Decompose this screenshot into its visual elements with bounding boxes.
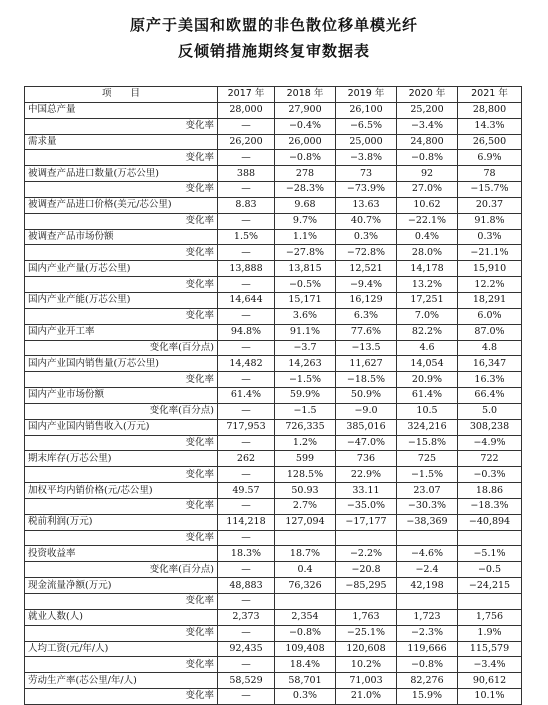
value-cell: 71,003	[336, 673, 397, 689]
value-cell	[275, 594, 336, 610]
value-cell: —	[218, 403, 275, 419]
value-cell: 14,482	[218, 356, 275, 372]
row-label: 税前利润(万元)	[25, 514, 218, 530]
value-cell: 91.1%	[275, 324, 336, 340]
value-cell: 13.2%	[397, 277, 458, 293]
value-cell: 26,500	[458, 134, 522, 150]
table-row	[25, 657, 522, 673]
row-label: 期末库存(万芯公里)	[25, 451, 218, 467]
value-cell: 278	[275, 166, 336, 182]
row-sub-label: 变化率	[25, 277, 218, 293]
value-cell: −35.0%	[336, 498, 397, 514]
value-cell: 82,276	[397, 673, 458, 689]
row-label: 现金流量净额(万元)	[25, 578, 218, 594]
value-cell: —	[218, 625, 275, 641]
value-cell: 10.5	[397, 403, 458, 419]
value-cell: 73	[336, 166, 397, 182]
value-cell: —	[218, 182, 275, 198]
table-row	[25, 308, 522, 324]
value-cell: −0.5%	[275, 277, 336, 293]
row-sub-label: 变化率	[25, 435, 218, 451]
value-cell: −28.3%	[275, 182, 336, 198]
value-cell: −15.8%	[397, 435, 458, 451]
row-sub-label: 变化率	[25, 372, 218, 388]
value-cell: −24,215	[458, 578, 522, 594]
table-row	[25, 562, 522, 578]
value-cell: —	[218, 435, 275, 451]
value-cell: 90,612	[458, 673, 522, 689]
table-row	[25, 261, 522, 277]
value-cell: 76,326	[275, 578, 336, 594]
value-cell: 114,218	[218, 514, 275, 530]
value-cell: 33.11	[336, 483, 397, 499]
value-cell: 4.8	[458, 340, 522, 356]
value-cell: 25,000	[336, 134, 397, 150]
table-row	[25, 419, 522, 435]
row-sub-label: 变化率	[25, 498, 218, 514]
value-cell: −18.3%	[458, 498, 522, 514]
row-label: 被调查产品市场份额	[25, 229, 218, 245]
value-cell: 78	[458, 166, 522, 182]
value-cell: 18.4%	[275, 657, 336, 673]
value-cell: 13,888	[218, 261, 275, 277]
row-sub-label: 变化率	[25, 118, 218, 134]
row-sub-label: 变化率(百分点)	[25, 562, 218, 578]
row-sub-label: 变化率	[25, 467, 218, 483]
value-cell: −2.2%	[336, 546, 397, 562]
value-cell: 58,529	[218, 673, 275, 689]
value-cell: —	[218, 594, 275, 610]
value-cell: −0.5	[458, 562, 522, 578]
value-cell: −17,177	[336, 514, 397, 530]
value-cell: —	[218, 245, 275, 261]
row-sub-label: 变化率	[25, 150, 218, 166]
value-cell: −21.1%	[458, 245, 522, 261]
table-row	[25, 498, 522, 514]
value-cell: 115,579	[458, 641, 522, 657]
value-cell: 10.62	[397, 197, 458, 213]
value-cell: —	[218, 372, 275, 388]
value-cell: 13,815	[275, 261, 336, 277]
value-cell: 9.7%	[275, 213, 336, 229]
row-sub-label: 变化率	[25, 625, 218, 641]
value-cell	[336, 530, 397, 546]
value-cell: 14.3%	[458, 118, 522, 134]
table-header-row	[25, 87, 522, 103]
title-line-1: 原产于美国和欧盟的非色散位移单模光纤	[129, 16, 418, 34]
value-cell: 12,521	[336, 261, 397, 277]
value-cell: −73.9%	[336, 182, 397, 198]
row-sub-label: 变化率	[25, 689, 218, 705]
value-cell: −72.8%	[336, 245, 397, 261]
value-cell: −15.7%	[458, 182, 522, 198]
value-cell: 308,238	[458, 419, 522, 435]
row-sub-label: 变化率	[25, 594, 218, 610]
value-cell	[458, 594, 522, 610]
value-cell: −0.3%	[458, 467, 522, 483]
value-cell: −1.5	[275, 403, 336, 419]
value-cell	[336, 594, 397, 610]
value-cell: −47.0%	[336, 435, 397, 451]
row-sub-label: 变化率	[25, 245, 218, 261]
table-row	[25, 118, 522, 134]
table-row	[25, 197, 522, 213]
value-cell: 10.2%	[336, 657, 397, 673]
value-cell: 16.3%	[458, 372, 522, 388]
value-cell: −3.7	[275, 340, 336, 356]
value-cell: 14,644	[218, 292, 275, 308]
value-cell: 717,953	[218, 419, 275, 435]
table-row	[25, 292, 522, 308]
table-row	[25, 166, 522, 182]
header-2019: 2019 年	[336, 87, 397, 103]
row-label: 国内产业开工率	[25, 324, 218, 340]
value-cell	[275, 530, 336, 546]
row-label: 国内产业国内销售收入(万元)	[25, 419, 218, 435]
value-cell: 87.0%	[458, 324, 522, 340]
value-cell: 18.7%	[275, 546, 336, 562]
table-row	[25, 578, 522, 594]
value-cell: 0.4%	[397, 229, 458, 245]
value-cell: −27.8%	[275, 245, 336, 261]
value-cell: 1.1%	[275, 229, 336, 245]
table-row	[25, 641, 522, 657]
data-table	[24, 86, 522, 705]
value-cell: 599	[275, 451, 336, 467]
value-cell: 27.0%	[397, 182, 458, 198]
value-cell: −3.4%	[397, 118, 458, 134]
table-row	[25, 514, 522, 530]
value-cell: −38,369	[397, 514, 458, 530]
row-label: 就业人数(人)	[25, 609, 218, 625]
row-label: 投资收益率	[25, 546, 218, 562]
value-cell: 0.4	[275, 562, 336, 578]
value-cell: 16,347	[458, 356, 522, 372]
value-cell: 5.0	[458, 403, 522, 419]
value-cell: −2.3%	[397, 625, 458, 641]
value-cell: 3.6%	[275, 308, 336, 324]
table-row	[25, 467, 522, 483]
value-cell	[458, 530, 522, 546]
value-cell: 18.3%	[218, 546, 275, 562]
value-cell: 11,627	[336, 356, 397, 372]
value-cell: −3.4%	[458, 657, 522, 673]
table-row	[25, 277, 522, 293]
value-cell: −5.1%	[458, 546, 522, 562]
value-cell: 109,408	[275, 641, 336, 657]
table-row	[25, 182, 522, 198]
value-cell: 24,800	[397, 134, 458, 150]
value-cell: 26,200	[218, 134, 275, 150]
row-sub-label: 变化率	[25, 213, 218, 229]
value-cell: 48,883	[218, 578, 275, 594]
value-cell: 18.86	[458, 483, 522, 499]
value-cell: 17,251	[397, 292, 458, 308]
value-cell: 28.0%	[397, 245, 458, 261]
value-cell: 9.68	[275, 197, 336, 213]
row-label: 人均工资(元/年/人)	[25, 641, 218, 657]
value-cell: 14,178	[397, 261, 458, 277]
value-cell: 42,198	[397, 578, 458, 594]
value-cell: 119,666	[397, 641, 458, 657]
value-cell: −0.8%	[397, 657, 458, 673]
header-2021: 2021 年	[458, 87, 522, 103]
value-cell	[397, 530, 458, 546]
value-cell: −30.3%	[397, 498, 458, 514]
value-cell: 8.83	[218, 197, 275, 213]
title-line-2: 反倾销措施期终复审数据表	[177, 42, 370, 60]
value-cell: 21.0%	[336, 689, 397, 705]
value-cell: 13.63	[336, 197, 397, 213]
value-cell: −6.5%	[336, 118, 397, 134]
value-cell: 388	[218, 166, 275, 182]
table-row	[25, 356, 522, 372]
value-cell: 18,291	[458, 292, 522, 308]
value-cell: 722	[458, 451, 522, 467]
header-2020: 2020 年	[397, 87, 458, 103]
value-cell: —	[218, 530, 275, 546]
header-2018: 2018 年	[275, 87, 336, 103]
value-cell: 27,900	[275, 102, 336, 118]
value-cell: 50.93	[275, 483, 336, 499]
table-row	[25, 451, 522, 467]
value-cell: 1.2%	[275, 435, 336, 451]
value-cell: 1,756	[458, 609, 522, 625]
value-cell: 2,354	[275, 609, 336, 625]
table-row	[25, 609, 522, 625]
row-label: 国内产业产能(万芯公里)	[25, 292, 218, 308]
table-body	[25, 102, 522, 704]
value-cell: −85,295	[336, 578, 397, 594]
table-row	[25, 673, 522, 689]
value-cell: 22.9%	[336, 467, 397, 483]
value-cell: 20.37	[458, 197, 522, 213]
table-row	[25, 530, 522, 546]
value-cell: 127,094	[275, 514, 336, 530]
value-cell	[397, 594, 458, 610]
row-label: 国内产业国内销售量(万芯公里)	[25, 356, 218, 372]
value-cell: —	[218, 118, 275, 134]
table-row	[25, 229, 522, 245]
value-cell: 6.0%	[458, 308, 522, 324]
value-cell: —	[218, 150, 275, 166]
value-cell: 23.07	[397, 483, 458, 499]
value-cell: −22.1%	[397, 213, 458, 229]
value-cell: —	[218, 340, 275, 356]
table-row	[25, 340, 522, 356]
header-item: 项 目	[25, 87, 218, 103]
value-cell: 128.5%	[275, 467, 336, 483]
table-row	[25, 435, 522, 451]
value-cell: −4.6%	[397, 546, 458, 562]
value-cell: −0.8%	[275, 150, 336, 166]
row-label: 被调查产品进口价格(美元/芯公里)	[25, 197, 218, 213]
value-cell: 324,216	[397, 419, 458, 435]
value-cell: 12.2%	[458, 277, 522, 293]
value-cell: −4.9%	[458, 435, 522, 451]
value-cell: 0.3%	[336, 229, 397, 245]
table-row	[25, 594, 522, 610]
table-row	[25, 625, 522, 641]
value-cell: −25.1%	[336, 625, 397, 641]
row-label: 中国总产量	[25, 102, 218, 118]
row-label: 需求量	[25, 134, 218, 150]
row-label: 被调查产品进口数量(万芯公里)	[25, 166, 218, 182]
value-cell: 120,608	[336, 641, 397, 657]
value-cell: −9.4%	[336, 277, 397, 293]
value-cell: 26,000	[275, 134, 336, 150]
row-sub-label: 变化率	[25, 530, 218, 546]
value-cell: —	[218, 562, 275, 578]
row-label: 加权平均内销价格(元/芯公里)	[25, 483, 218, 499]
value-cell: 77.6%	[336, 324, 397, 340]
value-cell: 725	[397, 451, 458, 467]
value-cell: 28,800	[458, 102, 522, 118]
value-cell: 25,200	[397, 102, 458, 118]
value-cell: 4.6	[397, 340, 458, 356]
row-sub-label: 变化率(百分点)	[25, 403, 218, 419]
value-cell: 16,129	[336, 292, 397, 308]
value-cell: 0.3%	[458, 229, 522, 245]
row-label: 劳动生产率(芯公里/年/人)	[25, 673, 218, 689]
row-sub-label: 变化率	[25, 308, 218, 324]
value-cell: 92	[397, 166, 458, 182]
value-cell: 59.9%	[275, 388, 336, 404]
header-2017: 2017 年	[218, 87, 275, 103]
value-cell: 66.4%	[458, 388, 522, 404]
value-cell: 14,054	[397, 356, 458, 372]
value-cell: 15.9%	[397, 689, 458, 705]
value-cell: 1,763	[336, 609, 397, 625]
value-cell: 10.1%	[458, 689, 522, 705]
value-cell: 2,373	[218, 609, 275, 625]
row-sub-label: 变化率	[25, 182, 218, 198]
value-cell: 58,701	[275, 673, 336, 689]
value-cell: 28,000	[218, 102, 275, 118]
value-cell: 385,016	[336, 419, 397, 435]
value-cell: 6.3%	[336, 308, 397, 324]
table-row	[25, 213, 522, 229]
value-cell: 61.4%	[218, 388, 275, 404]
table-row	[25, 324, 522, 340]
value-cell: −40,894	[458, 514, 522, 530]
row-label: 国内产业产量(万芯公里)	[25, 261, 218, 277]
value-cell: −18.5%	[336, 372, 397, 388]
table-row	[25, 689, 522, 705]
value-cell: —	[218, 657, 275, 673]
value-cell: 15,171	[275, 292, 336, 308]
value-cell: —	[218, 277, 275, 293]
value-cell: −3.8%	[336, 150, 397, 166]
value-cell: 20.9%	[397, 372, 458, 388]
value-cell: 49.57	[218, 483, 275, 499]
value-cell: 6.9%	[458, 150, 522, 166]
value-cell: −2.4	[397, 562, 458, 578]
table-row	[25, 245, 522, 261]
value-cell: 0.3%	[275, 689, 336, 705]
value-cell: −1.5%	[397, 467, 458, 483]
value-cell: −13.5	[336, 340, 397, 356]
value-cell: −9.0	[336, 403, 397, 419]
value-cell: —	[218, 213, 275, 229]
table-row	[25, 546, 522, 562]
row-label: 国内产业市场份额	[25, 388, 218, 404]
value-cell: −0.4%	[275, 118, 336, 134]
value-cell: —	[218, 689, 275, 705]
value-cell: 726,335	[275, 419, 336, 435]
value-cell: 61.4%	[397, 388, 458, 404]
table-row	[25, 372, 522, 388]
value-cell: —	[218, 308, 275, 324]
value-cell: —	[218, 467, 275, 483]
value-cell: 15,910	[458, 261, 522, 277]
table-row	[25, 150, 522, 166]
row-sub-label: 变化率(百分点)	[25, 340, 218, 356]
value-cell: 7.0%	[397, 308, 458, 324]
table-row	[25, 403, 522, 419]
value-cell: 40.7%	[336, 213, 397, 229]
table-row	[25, 388, 522, 404]
value-cell: −0.8%	[397, 150, 458, 166]
value-cell: −0.8%	[275, 625, 336, 641]
value-cell: −1.5%	[275, 372, 336, 388]
row-sub-label: 变化率	[25, 657, 218, 673]
value-cell: 94.8%	[218, 324, 275, 340]
table-row	[25, 102, 522, 118]
value-cell: 91.8%	[458, 213, 522, 229]
value-cell: 736	[336, 451, 397, 467]
value-cell: 92,435	[218, 641, 275, 657]
value-cell: 1.5%	[218, 229, 275, 245]
value-cell: 14,263	[275, 356, 336, 372]
value-cell: 2.7%	[275, 498, 336, 514]
value-cell: 82.2%	[397, 324, 458, 340]
value-cell: 26,100	[336, 102, 397, 118]
value-cell: 50.9%	[336, 388, 397, 404]
value-cell: 1.9%	[458, 625, 522, 641]
value-cell: 1,723	[397, 609, 458, 625]
value-cell: −20.8	[336, 562, 397, 578]
value-cell: —	[218, 498, 275, 514]
table-row	[25, 134, 522, 150]
value-cell: 262	[218, 451, 275, 467]
table-row	[25, 483, 522, 499]
